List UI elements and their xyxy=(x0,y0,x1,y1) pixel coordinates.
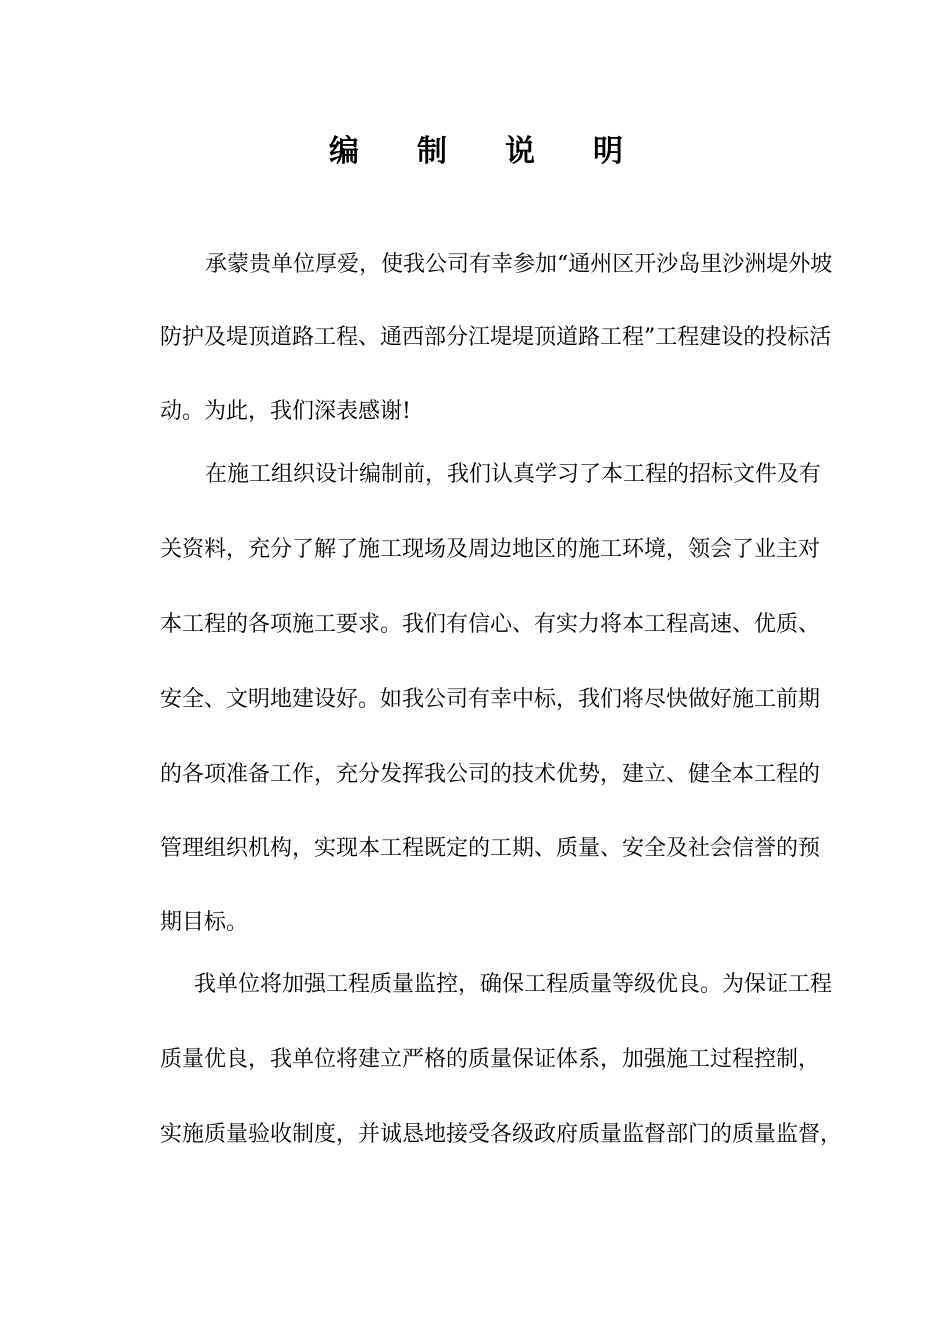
document-title: 编制说明 xyxy=(329,134,681,169)
body-line: 防护及堤顶道路工程、通西部分江堤堤顶道路工程”工程建设的投标活 xyxy=(160,325,832,350)
body-line: 动。为此，我们深表感谢! xyxy=(160,399,411,424)
body-line: 期目标。 xyxy=(160,910,249,935)
body-line: 承蒙贵单位厚爱，使我公司有幸参加“通州区开沙岛里沙洲堤外坡 xyxy=(183,252,833,277)
body-line: 质量优良，我单位将建立严格的质量保证体系，加强施工过程控制， xyxy=(160,1047,821,1072)
body-line: 管理组织机构，实现本工程既定的工期、质量、安全及社会信誉的预 xyxy=(160,836,821,861)
body-line: 关资料，充分了解了施工现场及周边地区的施工环境，领会了业主对 xyxy=(160,537,821,562)
body-line: 的各项准备工作，充分发挥我公司的技术优势，建立、健全本工程的 xyxy=(160,762,821,787)
body-line: 安全、文明地建设好。如我公司有幸中标，我们将尽快做好施工前期 xyxy=(160,687,821,712)
body-line: 在施工组织设计编制前，我们认真学习了本工程的招标文件及有 xyxy=(183,462,822,487)
body-line: 本工程的各项施工要求。我们有信心、有实力将本工程高速、优质、 xyxy=(160,612,821,637)
body-line: 我单位将加强工程质量监控，确保工程质量等级优良。为保证工程 xyxy=(172,972,833,997)
body-line: 实施质量验收制度，并诚恳地接受各级政府质量监督部门的质量监督， xyxy=(160,1122,843,1147)
